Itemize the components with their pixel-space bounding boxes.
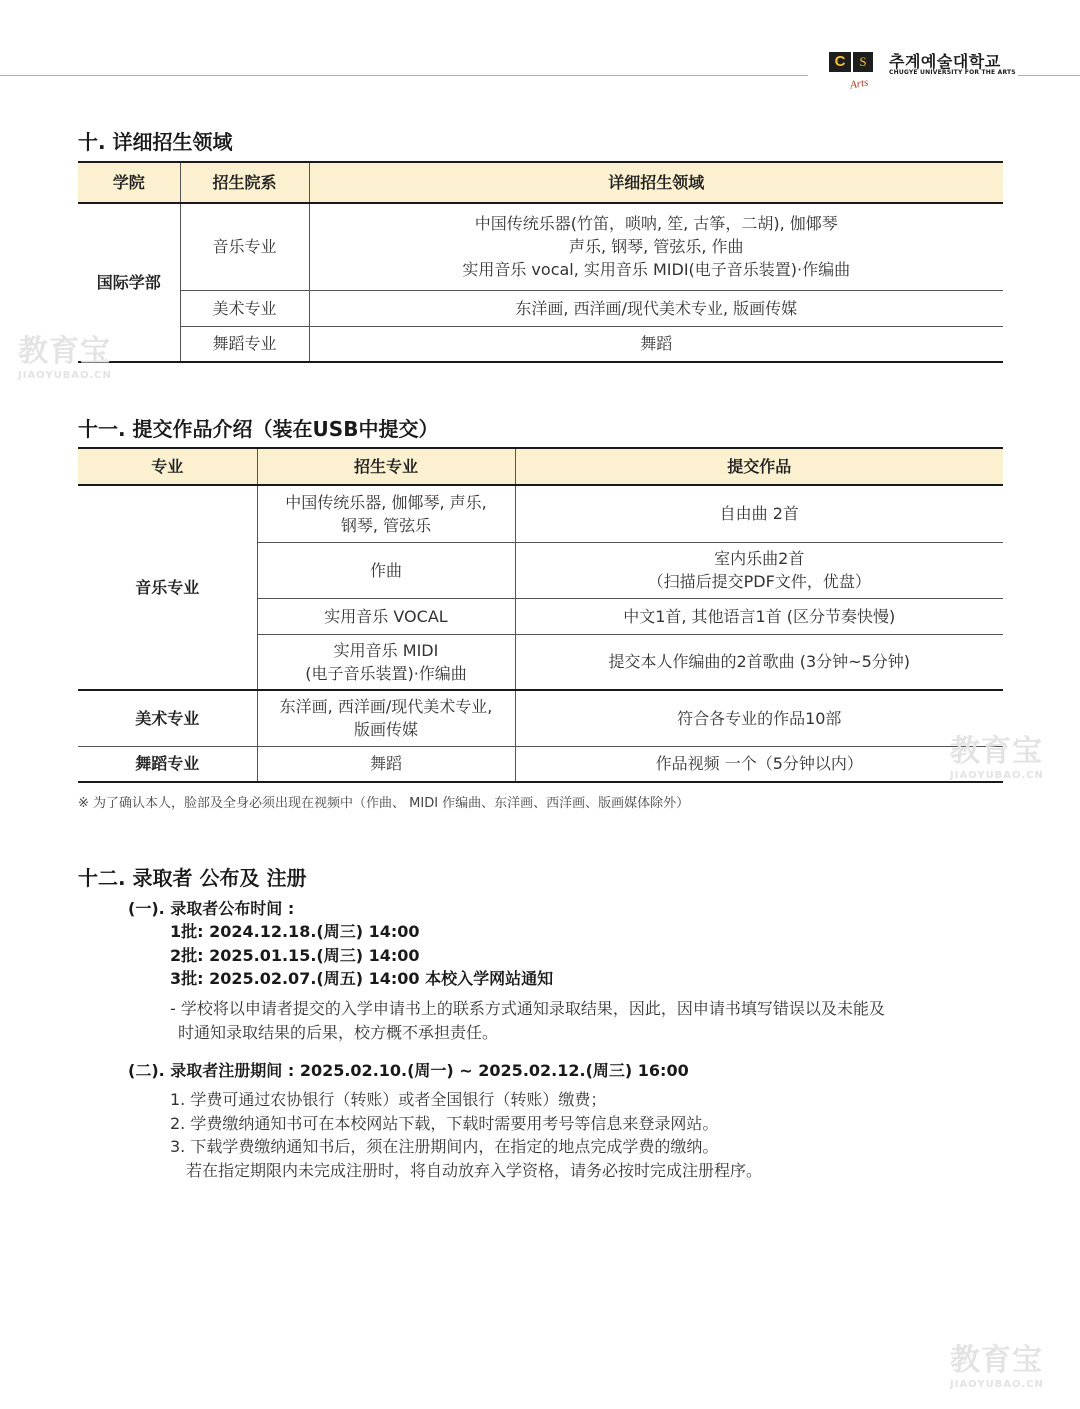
detail-line: 声乐, 钢琴, 管弦乐, 作曲 bbox=[568, 237, 744, 257]
detail-music bbox=[309, 203, 1003, 290]
section-12-title: 十二. 录取者 公布及 注册 bbox=[78, 866, 307, 890]
works-cell: 中文1首, 其他语言1首 (区分节奏快慢) bbox=[515, 598, 1003, 634]
watermark-text: 教育宝 bbox=[950, 1343, 1043, 1378]
registration-item-3-continued: 若在指定期限内未完成注册时，将自动放弃入学资格，请务必按时完成注册程序。 bbox=[186, 1161, 763, 1180]
program-line: 版画传媒 bbox=[353, 720, 418, 740]
program-cell: 作曲 bbox=[257, 542, 515, 598]
watermark-url: JIAOYUBAO.CN bbox=[950, 1379, 1044, 1390]
submission-works-table bbox=[78, 447, 1003, 783]
header-detail-field: 详细招生领域 bbox=[309, 162, 1003, 203]
works-line: （扫描后提交PDF文件，优盘） bbox=[647, 572, 871, 591]
announcement-note-line2: 时通知录取结果的后果，校方概不承担责任。 bbox=[178, 1023, 499, 1042]
major-art: 美术专业 bbox=[78, 690, 257, 746]
batch-3: 3批: 2025.02.07.(周五) 14:00 本校入学网站通知 bbox=[170, 969, 554, 988]
school-name-korean: 추계예술대학교 bbox=[889, 52, 1001, 71]
dept-dance: 舞蹈专业 bbox=[180, 326, 309, 362]
logo-symbol: S bbox=[853, 52, 873, 72]
header-department: 招生院系 bbox=[180, 162, 309, 203]
program-cell: 舞蹈 bbox=[257, 746, 515, 782]
school-name-english: CHUGYE UNIVERSITY FOR THE ARTS bbox=[889, 69, 1016, 76]
program-cell bbox=[257, 485, 515, 542]
program-cell bbox=[257, 634, 515, 690]
works-cell: 作品视频 一个（5分钟以内） bbox=[515, 746, 1003, 782]
program-line: 中国传统乐器, 伽倻琴, 声乐, bbox=[285, 492, 487, 512]
registration-heading: (二). 录取者注册期间 : 2025.02.10.(周一) ~ 2025.02.12.(周三) 16:00 bbox=[128, 1061, 689, 1080]
watermark bbox=[950, 726, 1044, 781]
registration-item-2: 2. 学费缴纳通知书可在本校网站下载，下载时需要用考号等信息来登录网站。 bbox=[170, 1114, 719, 1133]
dept-music: 音乐专业 bbox=[180, 203, 309, 290]
college-international: 国际学部 bbox=[78, 203, 180, 362]
header-college: 学院 bbox=[78, 162, 180, 203]
watermark-text: 教育宝 bbox=[950, 734, 1043, 769]
major-music: 音乐专业 bbox=[78, 485, 257, 690]
works-cell: 提交本人作编曲的2首歌曲 (3分钟~5分钟) bbox=[515, 634, 1003, 690]
header-rule-right bbox=[1018, 75, 1080, 76]
announcement-note-line1: - 学校将以申请者提交的入学申请书上的联系方式通知录取结果，因此，因申请书填写错误以及未能及 bbox=[170, 999, 885, 1018]
program-line: (电子音乐装置)·作编曲 bbox=[305, 663, 467, 683]
program-line: 东洋画, 西洋画/现代美术专业, bbox=[279, 697, 493, 717]
logo-letter: C bbox=[829, 52, 851, 72]
works-line: 室内乐曲2首 bbox=[714, 549, 805, 568]
announcement-heading: (一). 录取者公布时间 : bbox=[128, 899, 295, 918]
admission-fields-table bbox=[78, 161, 1003, 363]
watermark bbox=[950, 1335, 1044, 1390]
program-line: 钢琴, 管弦乐 bbox=[340, 515, 432, 535]
registration-item-3: 3. 下载学费缴纳通知书后，须在注册期间内，在指定的地点完成学费的缴纳。 bbox=[170, 1137, 719, 1156]
watermark bbox=[18, 326, 112, 381]
batch-2: 2批: 2025.01.15.(周三) 14:00 bbox=[170, 946, 420, 965]
watermark-url: JIAOYUBAO.CN bbox=[950, 770, 1044, 781]
program-line: 实用音乐 MIDI bbox=[333, 640, 439, 660]
program-cell bbox=[257, 690, 515, 746]
watermark-text: 教育宝 bbox=[18, 334, 111, 369]
registration-item-1: 1. 学费可通过农协银行（转账）或者全国银行（转账）缴费； bbox=[170, 1090, 607, 1109]
detail-line: 中国传统乐器(竹笛，唢呐, 笙, 古筝，二胡), 伽倻琴 bbox=[474, 214, 838, 234]
program-cell: 实用音乐 VOCAL bbox=[257, 598, 515, 634]
works-cell bbox=[515, 542, 1003, 598]
dept-art: 美术专业 bbox=[180, 290, 309, 326]
major-dance: 舞蹈专业 bbox=[78, 746, 257, 782]
header-rule-left bbox=[0, 75, 808, 76]
logo-arts-signature: Arts bbox=[849, 76, 870, 92]
detail-art: 东洋画, 西洋画/现代美术专业, 版画传媒 bbox=[309, 290, 1003, 326]
section-10-title: 十. 详细招生领域 bbox=[78, 130, 233, 154]
header-major: 专业 bbox=[78, 448, 257, 485]
header-works: 提交作品 bbox=[515, 448, 1003, 485]
detail-line: 实用音乐 vocal, 实用音乐 MIDI(电子音乐装置)·作编曲 bbox=[462, 260, 851, 280]
works-cell: 符合各专业的作品10部 bbox=[515, 690, 1003, 746]
works-cell: 自由曲 2首 bbox=[515, 485, 1003, 542]
detail-dance: 舞蹈 bbox=[309, 326, 1003, 362]
video-note: ※ 为了确认本人，脸部及全身必须出现在视频中（作曲、 MIDI 作编曲、东洋画、西洋画、版画媒体除外） bbox=[78, 796, 690, 811]
watermark-url: JIAOYUBAO.CN bbox=[18, 370, 112, 381]
batch-1: 1批: 2024.12.18.(周三) 14:00 bbox=[170, 922, 420, 941]
header-program: 招生专业 bbox=[257, 448, 515, 485]
section-11-title: 十一. 提交作品介绍（装在USB中提交） bbox=[78, 417, 439, 441]
